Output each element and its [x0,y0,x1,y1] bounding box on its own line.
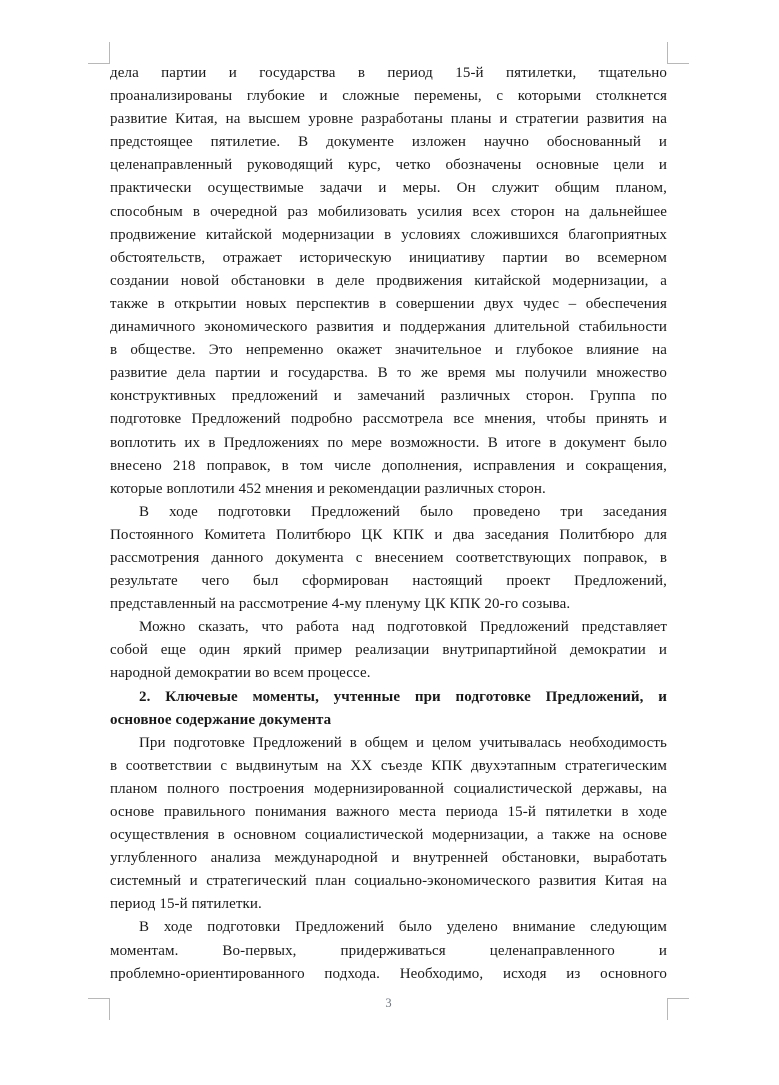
page-number-footer: 3 [385,996,392,1010]
text-line: развитие Китая, на высшем уровне разработаны планы и стратегии развития на [110,111,667,128]
text-line: В ходе подготовки Предложений было уделено внимание следующим [139,919,667,936]
text-line: конструктивных предложений и замечаний различных сторон. Группа по [110,388,667,405]
text-line: целенаправленный руководящий курс, четко обозначены основные цели и [110,157,667,174]
document-text [110,62,667,986]
text-line: 2. Ключевые моменты, учтенные при подготовке Предложений, и [139,688,667,705]
text-line: практически осуществимые задачи и меры. Он служит общим планом, [110,180,667,197]
section-heading [110,686,667,732]
text-line: углубленного анализа международной и внутренней обстановки, выработать [110,850,667,867]
text-line: развитие дела партии и государства. В то же время мы получили множество [110,365,667,382]
text-line: подготовке Предложений подробно рассмотрела все мнения, чтобы принять и [110,411,667,428]
text-line: обстоятельств, отражает историческую инициативу партии во всемерном [110,249,667,266]
crop-mark-bottom-left [88,998,110,1020]
text-line: результате чего был сформирован настоящий проект Предложений, [110,573,667,590]
text-line: осуществления в основном социалистической модернизации, а также на основе [110,827,667,844]
text-line: также в открытии новых перспектив в совершении двух чудес – обеспечения [110,295,667,312]
text-line: которые воплотили 452 мнения и рекомендации различных сторон. [110,480,546,497]
text-line: системный и стратегический план социально-экономического развития Китая на [110,873,667,890]
text-line: Постоянного Комитета Политбюро ЦК КПК и два заседания Политбюро для [110,526,667,543]
text-line: народной демократии во всем процессе. [110,665,371,682]
text-line: воплотить их в Предложениях по мере возможности. В итоге в документ было [110,434,667,451]
text-line: создании новой обстановки в деле продвижения китайской модернизации, а [110,272,667,289]
text-line: период 15-й пятилетки. [110,896,262,913]
text-line: Можно сказать, что работа над подготовкой Предложений представляет [139,619,667,636]
text-line: моментам. Во-первых, придерживаться целенаправленного и [110,942,667,959]
text-line: внесено 218 поправок, в том числе дополнения, исправления и сокращения, [110,457,667,474]
text-line: представленный на рассмотрение 4-му пленуму ЦК КПК 20-го созыва. [110,596,571,613]
text-line: планом полного построения модернизированной социалистической державы, на [110,780,667,797]
text-line: В ходе подготовки Предложений было проведено три заседания [139,503,667,520]
paragraph [110,732,667,917]
paragraph [110,501,667,616]
text-line: основе правильного понимания важного места периода 15-й пятилетки в ходе [110,804,667,820]
text-line: основное содержание документа [110,711,332,728]
text-line: При подготовке Предложений в общем и целом учитывалась необходимость [139,734,667,751]
paragraph [110,62,667,501]
crop-mark-top-left [88,42,110,64]
crop-mark-bottom-right [667,998,689,1020]
text-line: проанализированы глубокие и сложные перемены, с которыми столкнется [110,88,667,105]
text-line: рассмотрения данного документа с внесением соответствующих поправок, в [110,549,667,566]
text-line: продвижение китайской модернизации в условиях сложившихся благоприятных [110,226,667,243]
text-line: предстоящее пятилетие. В документе изложен научно обоснованный и [110,134,667,151]
paragraph [110,616,667,685]
text-line: в обществе. Это непременно окажет значительное и глубокое влияние на [110,342,667,359]
text-line: динамичного экономического развития и поддержания длительной стабильности [110,319,667,336]
text-line: способным в очередной раз мобилизовать усилия всех сторон на дальнейшее [110,203,667,220]
paragraph [110,916,667,985]
text-line: собой еще один яркий пример реализации внутрипартийной демократии и [110,642,667,659]
crop-mark-top-right [667,42,689,64]
text-line: в соответствии с выдвинутым на XX съезде КПК двухэтапным стратегическим [110,757,667,774]
text-line: дела партии и государства в период 15-й пятилетки, тщательно [110,65,667,81]
text-line: проблемно-ориентированного подхода. Необходимо, исходя из основного [110,965,667,982]
